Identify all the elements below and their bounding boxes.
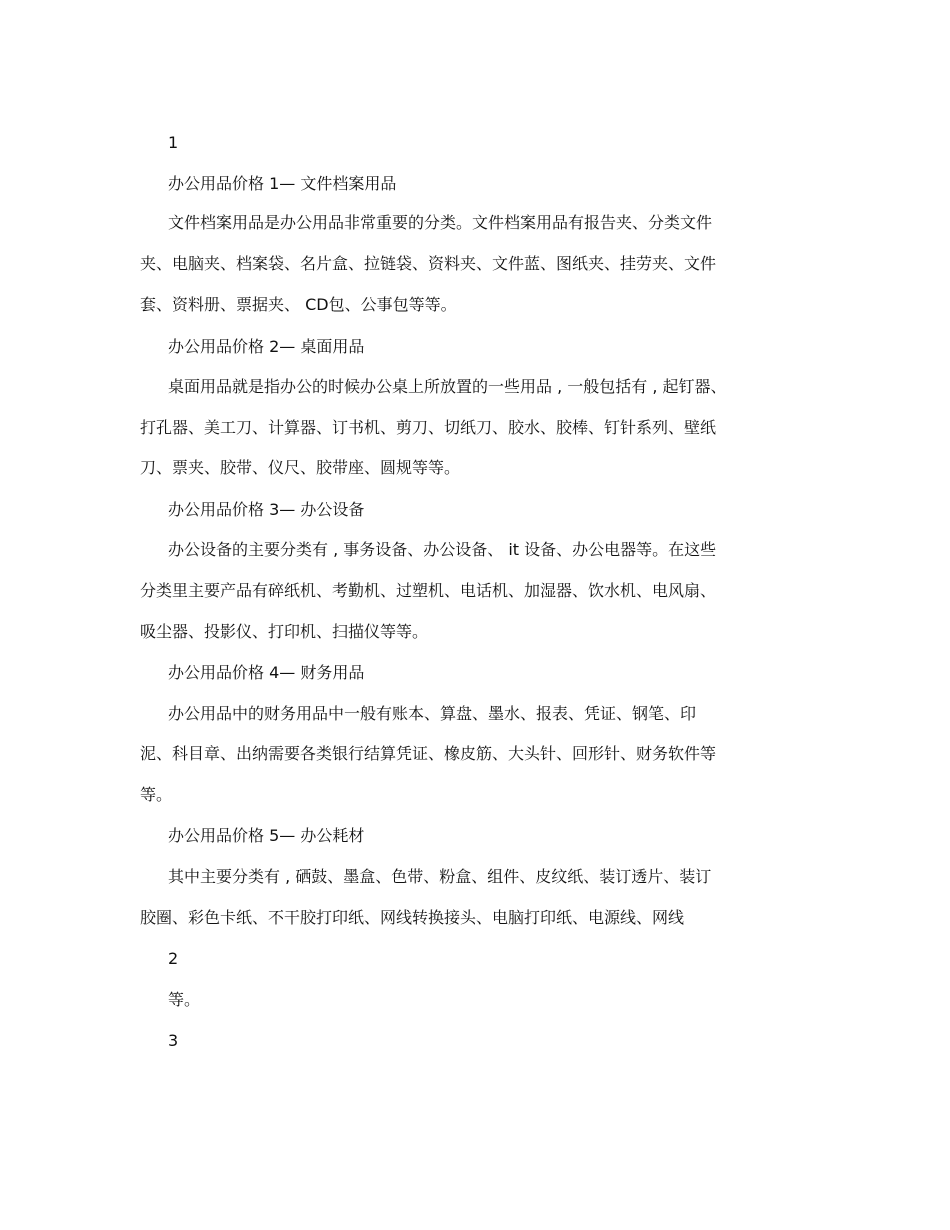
paragraph-line: 夹、电脑夹、档案袋、名片盒、拉链袋、资料夹、文件蓝、图纸夹、挂劳夹、文件	[140, 254, 717, 273]
section-heading: 办公用品价格 4— 财务用品	[168, 663, 365, 682]
paragraph-line: 刀、票夹、胶带、仪尺、胶带座、圆规等等。	[140, 458, 461, 477]
paragraph-line: 胶圈、彩色卡纸、不干胶打印纸、网线转换接头、电脑打印纸、电源线、网线	[140, 908, 685, 927]
paragraph-line: 泥、科目章、出纳需要各类银行结算凭证、橡皮筋、大头针、回形针、财务软件等	[140, 744, 717, 763]
paragraph-line: 文件档案用品是办公用品非常重要的分类。文件档案用品有报告夹、分类文件	[168, 213, 713, 232]
paragraph-line: 办公设备的主要分类有 , 事务设备、办公设备、 it 设备、办公电器等。在这些	[168, 540, 717, 559]
section-heading: 办公用品价格 1— 文件档案用品	[168, 174, 397, 193]
paragraph-line: 等。	[168, 990, 201, 1009]
section-heading: 办公用品价格 3— 办公设备	[168, 500, 365, 519]
paragraph-line: 分类里主要产品有碎纸机、考勤机、过塑机、电话机、加湿器、饮水机、电风扇、	[140, 581, 717, 600]
page-number: 2	[168, 949, 179, 968]
paragraph-line: 等。	[140, 785, 173, 804]
paragraph-line: 其中主要分类有 , 硒鼓、墨盒、色带、粉盒、组件、皮纹纸、装订透片、装订	[168, 867, 712, 886]
page-number: 3	[168, 1031, 179, 1050]
section-heading: 办公用品价格 2— 桌面用品	[168, 337, 365, 356]
paragraph-line: 桌面用品就是指办公的时候办公桌上所放置的一些用品 , 一般包括有 , 起钉器、	[168, 377, 727, 396]
paragraph-line: 办公用品中的财务用品中一般有账本、算盘、墨水、报表、凭证、钢笔、印	[168, 704, 697, 723]
paragraph-line: 套、资料册、票据夹、 CD包、公事包等等。	[140, 295, 457, 314]
page-number: 1	[168, 133, 179, 152]
paragraph-line: 打孔器、美工刀、计算器、订书机、剪刀、切纸刀、胶水、胶棒、钉针系列、壁纸	[140, 418, 717, 437]
paragraph-line: 吸尘器、投影仪、打印机、扫描仪等等。	[140, 622, 429, 641]
section-heading: 办公用品价格 5— 办公耗材	[168, 826, 365, 845]
